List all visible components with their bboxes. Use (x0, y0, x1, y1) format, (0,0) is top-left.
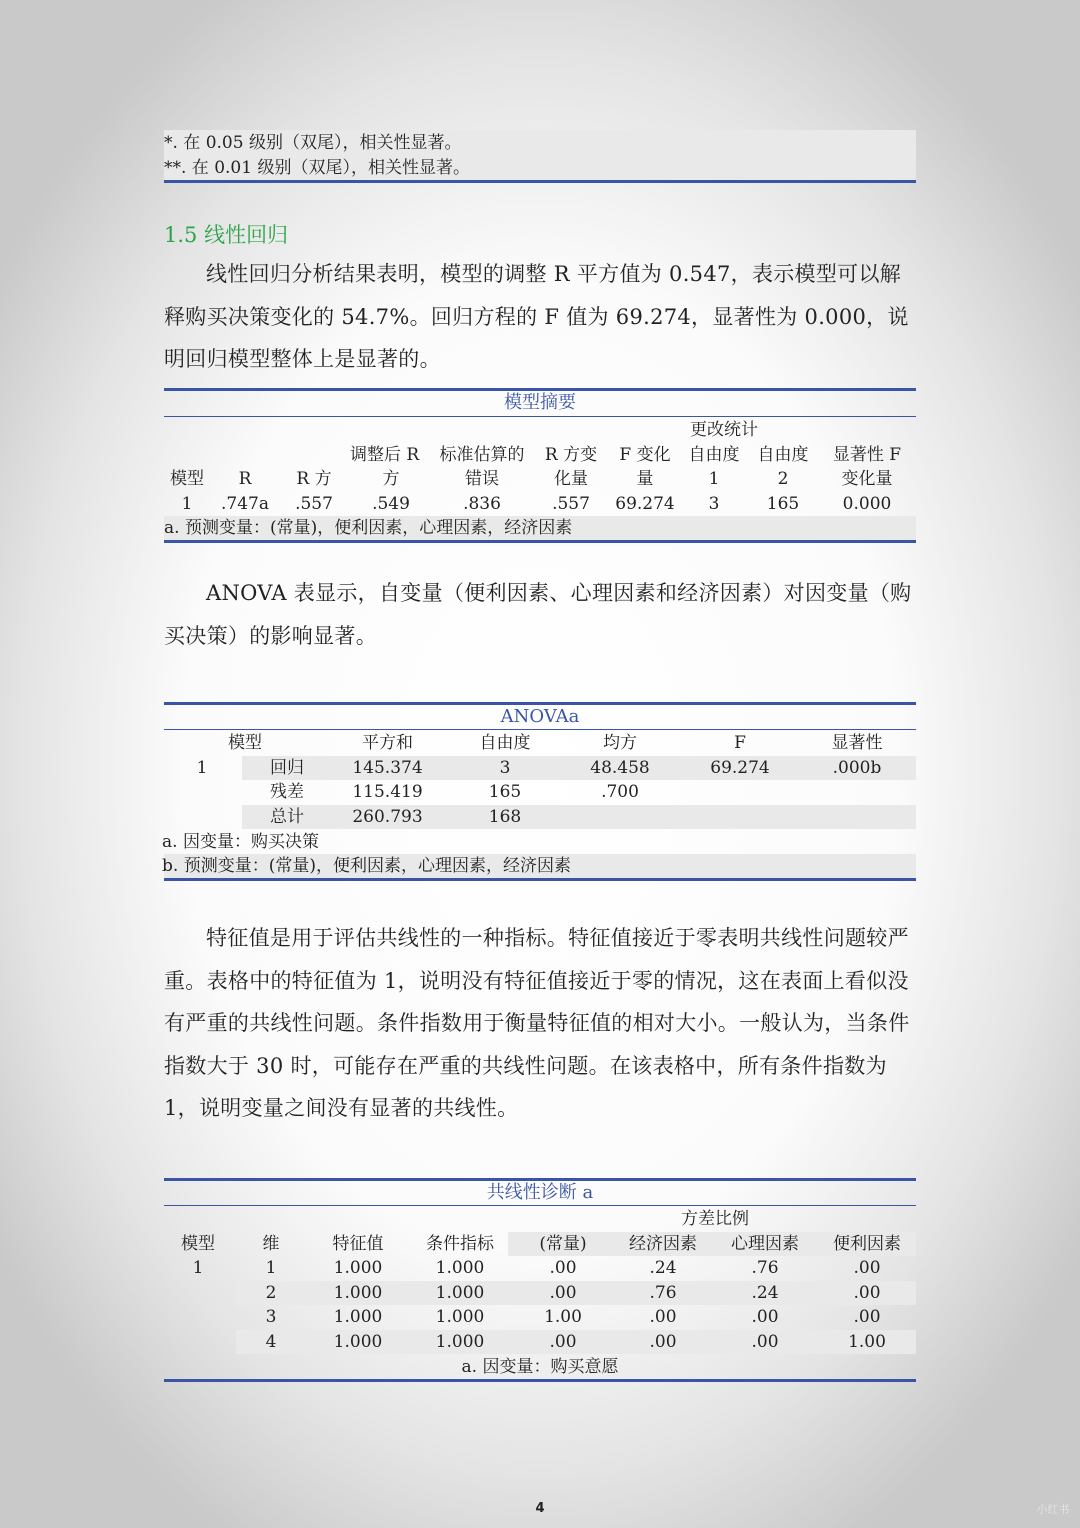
anova-row1-ss: 145.374 (352, 758, 423, 778)
top-note-1: *. 在 0.05 级别（双尾），相关性显著。 (164, 133, 462, 153)
anova-row3-ss: 260.793 (352, 807, 423, 827)
ms-header-sigf-1: 显著性 F (832, 445, 902, 465)
anova-caption: ANOVAa (500, 706, 580, 727)
anova-caption-rule (164, 729, 916, 730)
collin-row2-ci: 1.000 (435, 1283, 485, 1303)
ms-cell-r2: .557 (295, 494, 333, 514)
ms-cell-r2change: .557 (552, 494, 590, 514)
anova-row1-label: 回归 (270, 758, 304, 778)
anova-header-ss: 平方和 (362, 733, 413, 753)
ms-note: a. 预测变量：(常量)，便利因素，心理因素，经济因素 (164, 518, 573, 538)
collin-row2-conv: .00 (853, 1283, 881, 1303)
ms-cell-model: 1 (181, 494, 193, 514)
collin-row1-const: .00 (549, 1258, 577, 1278)
collin-row3-const: 1.00 (544, 1307, 582, 1327)
collin-row3-ci: 1.000 (435, 1307, 485, 1327)
paragraph-1-text: 线性回归分析结果表明，模型的调整 R 平方值为 0.547，表示模型可以解释购买决策变化的 54.7%。回归方程的 F 值为 69.274，显著性为 0.000，说明回归模型整体上是显著的。 (164, 262, 909, 371)
model-summary-caption: 模型摘要 (504, 392, 576, 413)
anova-header-f: F (734, 733, 746, 753)
anova-row1-f: 69.274 (710, 758, 770, 778)
collin-row1-conv: .00 (853, 1258, 881, 1278)
page-number: 4 (535, 1501, 545, 1516)
ms-cell-se: .836 (463, 494, 501, 514)
anova-row1-sig: .000b (832, 758, 882, 778)
ms-header-df2-1: 自由度 (757, 445, 809, 465)
collin-row2-const: .00 (549, 1283, 577, 1303)
ms-header-se-1: 标准估算的 (439, 445, 525, 465)
collin-row4-dim: 4 (265, 1332, 277, 1352)
anova-row2-ss: 115.419 (352, 782, 423, 802)
collin-row1-econ: .24 (649, 1258, 677, 1278)
collin-row1-psych: .76 (751, 1258, 779, 1278)
model-summary-caption-rule (164, 416, 916, 417)
paragraph-2 (164, 572, 916, 657)
ms-cell-r: .747a (221, 494, 269, 514)
collin-row2-econ: .76 (649, 1283, 677, 1303)
ms-header-se-2: 错误 (465, 469, 499, 489)
ms-cell-sigf: 0.000 (842, 494, 892, 514)
collin-model-no: 1 (192, 1258, 204, 1278)
anova-row2-df: 165 (488, 782, 522, 802)
ms-header-fchange-1: F 变化 (619, 445, 671, 465)
watermark-logo: 小红书 (1034, 1500, 1072, 1520)
anova-bottom-rule (164, 878, 916, 881)
anova-header-ms: 均方 (603, 733, 637, 753)
collin-row3-conv: .00 (853, 1307, 881, 1327)
ms-header-df1-1: 自由度 (688, 445, 740, 465)
ms-header-model: 模型 (170, 469, 204, 489)
collin-group-header: 方差比例 (681, 1209, 749, 1229)
anova-row1-df: 3 (499, 758, 511, 778)
ms-header-adj-r2-2: 方 (382, 469, 400, 489)
collin-header-psych: 心理因素 (731, 1234, 799, 1254)
anova-note-a: a. 因变量：购买决策 (162, 832, 319, 852)
ms-header-r: R (238, 469, 252, 489)
collin-row1-dim: 1 (265, 1258, 277, 1278)
ms-header-df1-2: 1 (708, 469, 720, 489)
paragraph-2-text: ANOVA 表显示，自变量（便利因素、心理因素和经济因素）对因变量（购买决策）的影响显著。 (164, 581, 912, 648)
collin-row1-eigen: 1.000 (333, 1258, 383, 1278)
collin-row4-conv: 1.00 (848, 1332, 886, 1352)
collin-row2-eigen: 1.000 (333, 1283, 383, 1303)
anova-row1-ms: 48.458 (590, 758, 650, 778)
collin-caption-rule (164, 1205, 916, 1206)
paragraph-1 (164, 253, 916, 381)
collin-header-dim: 维 (262, 1234, 280, 1254)
collin-header-eigen: 特征值 (332, 1234, 384, 1254)
ms-header-sigf-2: 变化量 (841, 469, 893, 489)
collin-row3-psych: .00 (751, 1307, 779, 1327)
anova-note-b: b. 预测变量：(常量)，便利因素，心理因素，经济因素 (162, 856, 571, 876)
collin-header-conv: 便利因素 (833, 1234, 901, 1254)
ms-header-df2-2: 2 (777, 469, 789, 489)
paragraph-3-text: 特征值是用于评估共线性的一种指标。特征值接近于零表明共线性问题较严重。表格中的特征值为 1，说明没有特征值接近于零的情况，这在表面上看似没有严重的共线性问题。条件指数用于衡量特征值的相对大小。一般认为，当条件指数大于 30 时，可能存在严重的共线性问题。在该表格中，所有条件指数为 1，说明变量之间没有显著的共线性。 (164, 926, 910, 1120)
collin-row2-dim: 2 (265, 1283, 277, 1303)
collin-row4-ci: 1.000 (435, 1332, 485, 1352)
model-summary-bottom-rule (164, 540, 916, 543)
collin-row3-econ: .00 (649, 1307, 677, 1327)
ms-cell-df1: 3 (708, 494, 720, 514)
anova-header-df: 自由度 (479, 733, 531, 753)
collin-row4-const: .00 (549, 1332, 577, 1352)
ms-cell-df2: 165 (766, 494, 800, 514)
collin-bottom-rule (164, 1379, 916, 1382)
collin-row4-econ: .00 (649, 1332, 677, 1352)
paragraph-3 (164, 917, 916, 1130)
anova-row2-label: 残差 (270, 782, 304, 802)
top-notes-rule (164, 180, 916, 183)
collin-note: a. 因变量：购买意愿 (461, 1357, 619, 1377)
ms-cell-fchange: 69.274 (615, 494, 675, 514)
collin-row4-eigen: 1.000 (333, 1332, 383, 1352)
collin-row3-dim: 3 (265, 1307, 277, 1327)
ms-header-r2change-1: R 方变 (544, 445, 598, 465)
anova-model-no: 1 (196, 758, 208, 778)
anova-row3-label: 总计 (270, 807, 304, 827)
section-heading: 1.5 线性回归 (164, 223, 289, 247)
ms-cell-adj-r2: .549 (372, 494, 410, 514)
ms-header-adj-r2-1: 调整后 R (350, 445, 420, 465)
collin-row2-psych: .24 (751, 1283, 779, 1303)
model-summary-group-header: 更改统计 (690, 420, 758, 440)
top-note-2: **. 在 0.01 级别（双尾），相关性显著。 (164, 158, 470, 178)
collin-header-ci: 条件指标 (426, 1234, 494, 1254)
collin-caption: 共线性诊断 a (486, 1182, 594, 1203)
ms-header-r2change-2: 化量 (554, 469, 588, 489)
collin-row3-eigen: 1.000 (333, 1307, 383, 1327)
anova-header-model: 模型 (228, 733, 262, 753)
collin-header-const: (常量) (539, 1234, 587, 1254)
ms-header-fchange-2: 量 (636, 469, 654, 489)
anova-header-sig: 显著性 (831, 733, 883, 753)
collin-header-econ: 经济因素 (629, 1234, 697, 1254)
collin-row4-psych: .00 (751, 1332, 779, 1352)
anova-row3-df: 168 (488, 807, 522, 827)
ms-header-r2: R 方 (296, 469, 332, 489)
anova-row2-ms: .700 (601, 782, 639, 802)
collin-row1-ci: 1.000 (435, 1258, 485, 1278)
collin-header-model: 模型 (181, 1234, 215, 1254)
